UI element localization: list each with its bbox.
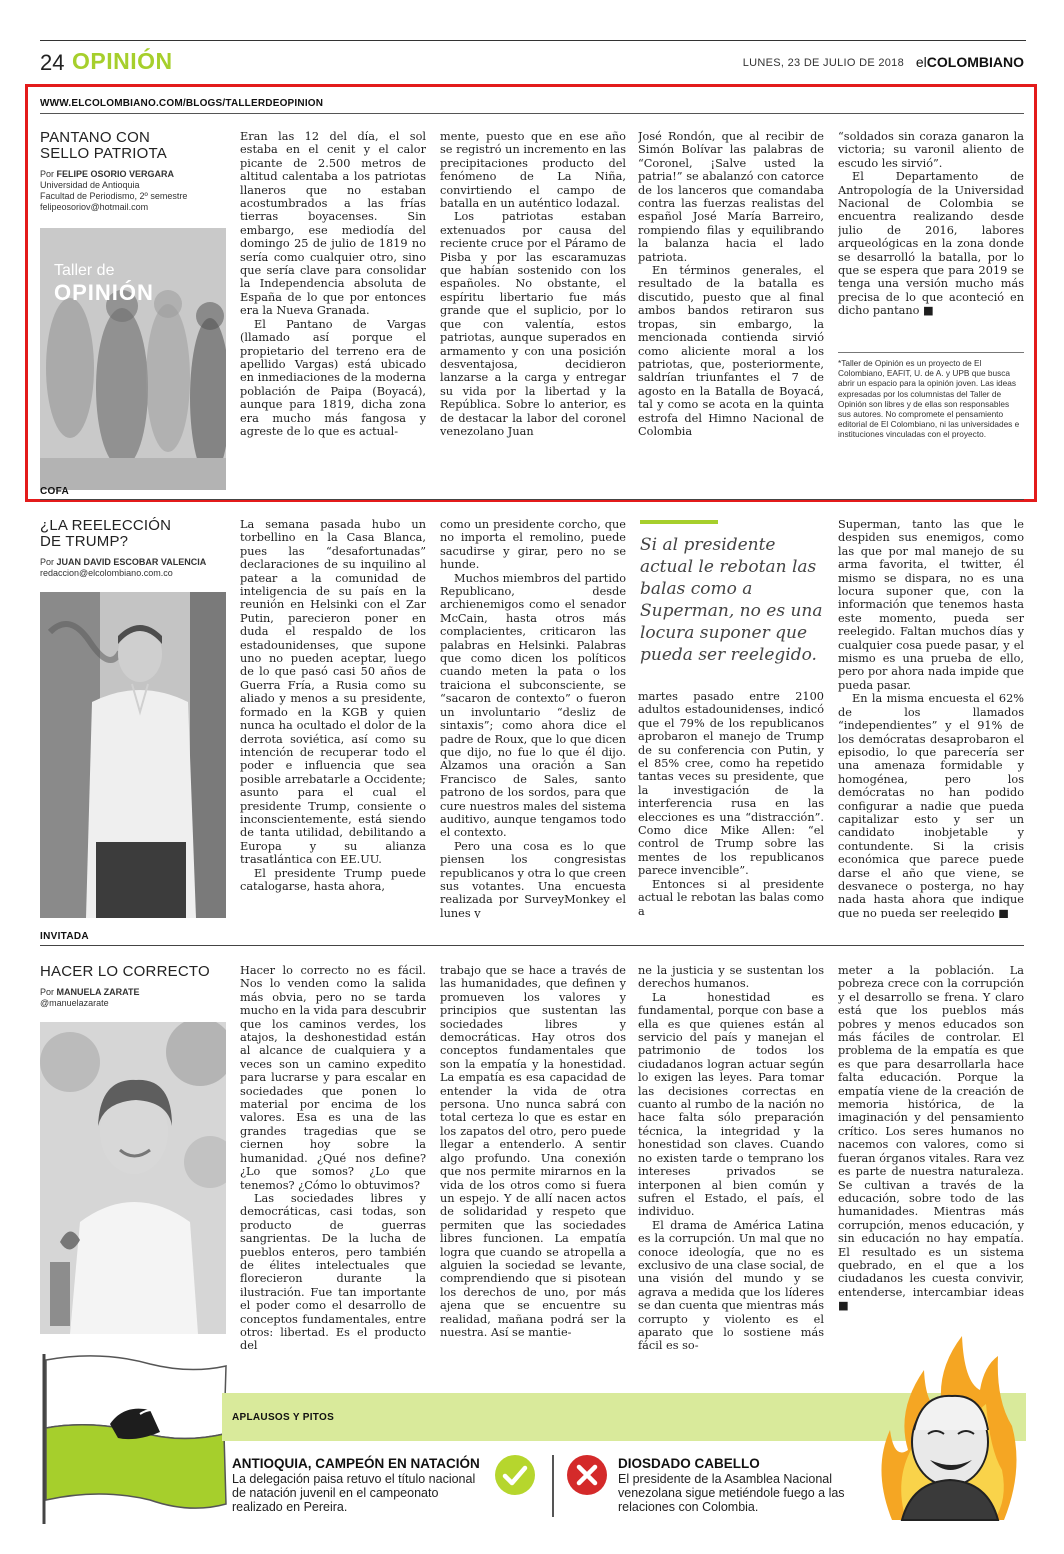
article-header <box>40 518 226 579</box>
masthead-rule <box>40 40 1026 41</box>
paragraph: Las sociedades libres y democráticas, casi todas, son producto de guerras sangrientas. De la lucha de pueblos enteros, pero también de élites intelectuales que florecieron durante la ilustración. Fue tan importante el poder como el desarrollo de conceptos fundamentales, entre otros: libertad. Es el producto del <box>240 1191 426 1353</box>
author-handle[interactable]: @manuelazarate <box>40 998 109 1008</box>
article-title: PANTANO CON SELLO PATRIOTA <box>40 129 167 162</box>
antioquia-flag-illustration <box>40 1354 230 1524</box>
section-rule <box>40 499 1024 500</box>
masthead-date: LUNES, 23 DE JULIO DE 2018 <box>742 57 904 69</box>
byline-prefix: Por <box>40 169 57 179</box>
paragraph: trabajo que se hace a través de las humanidades, que definen y promueven los valores y principios que sustentan las sociedades libres y democráticas. Hay otros dos conceptos fundamentales que son la empatía y la honestidad. La empatía es esa capacidad de entender la vida de otra persona. Uno nunca sabrá con total certeza lo que es estar en los zapatos del otro, pero puede llegar a entenderlo. A sentir algo profundo. Una conexión que nos permite mirarnos en la vida de los otros como si fuera un espejo. Y de allí nacen actos de solidaridad y respeto que permiten que las sociedades libres funcionen. La empatía logra que cuando se atropella a alguien la sociedad se levante, comprendiendo que si pisotean los derechos de uno, por más ajena que se encuentre su realidad, mañana podrá ser la nuestra. Así se mantie- <box>440 964 626 1339</box>
paragraph: Superman, tanto las que le despiden sus enemigos, como las que por mal manejo de su arma favorita, el twitter, él mismo se dispara, no es una locura suponer que, con la información que tenemos hasta este momento, pueda ser reelegido. Faltan muchos días y cualquier cosa puede pasar, y el mismo es una prueba de ello, pero por ahora nada impide que pueda pasar. <box>838 518 1024 692</box>
section-name: OPINIÓN <box>72 48 173 74</box>
body-column-1 <box>240 130 426 490</box>
author-name: MANUELA ZARATE <box>56 987 140 997</box>
author-email[interactable]: redaccion@elcolombiano.com.co <box>40 568 173 578</box>
section-rule <box>40 945 1024 946</box>
paragraph: mente, puesto que en ese año se registró un incremento en las precipitaciones producto del fenómeno de La Niña, convirtiendo el campo de batalla en un auténtico lodazal. <box>440 130 626 211</box>
article-title: HACER LO CORRECTO <box>40 963 210 980</box>
body-column-1 <box>240 518 426 918</box>
body-column-4 <box>838 518 1024 918</box>
paragraph: El Pantano de Vargas (llamado así porque el propietario del terreno era de apellido Vargas) está ubicado en inmediaciones de la moderna población de Paipa (Boyacá), aunque para 1819, dicha zona era mucho más fangosa y agreste de lo que es actual- <box>240 317 426 438</box>
body-column-2 <box>440 130 626 490</box>
body-column-4 <box>838 130 1024 345</box>
article-trump <box>40 518 1024 918</box>
columnist-photo <box>40 1022 226 1334</box>
columnist-photo <box>40 592 226 918</box>
affiliation: Universidad de Antioquia <box>40 180 140 190</box>
check-icon <box>494 1454 536 1496</box>
paragraph: ne la justicia y se sustentan los derechos humanos. <box>638 964 824 991</box>
brand-name: COLOMBIANO <box>926 54 1024 70</box>
blog-rule <box>40 113 1024 114</box>
applause-title: ANTIOQUIA, CAMPEÓN EN NATACIÓN <box>232 1456 480 1471</box>
paragraph: En términos generales, el resultado de la batalla es discutido, puesto que al final ambos bandos retiraron sus tropas, sin embargo, la mencionada contienda sirvió como aliciente moral a los patriotas, que, posteriormente, saldrían triunfantes el 7 de agosto en la Batalla de Boyacá, tal y como se acota en la quinta estrofa del Himno Nacional de Colombia <box>638 264 824 438</box>
paragraph: José Rondón, que al recibir de Simón Bolívar las palabras de “Coronel, ¡Salve usted la patria!” se abalanzó con catorce de los lanceros que comandaba contra las fuerzas realistas del español José María Barreiro, rompiendo filas y equilibrando la balanza hacia el lado patriota. <box>638 130 824 264</box>
section-label-invitada: INVITADA <box>40 931 89 942</box>
paragraph: En la misma encuesta el 62% de los llamados “independientes” y el 91% de los demócratas desaprobaron el episodio, lo que parecería ser una amenaza formidable y homogénea, pero los demócratas no han podido configurar a nadie que pueda capitalizar esto y ser un candidato inobjetable y contundente. Si la crisis económica que parece puede darse el año que viene, se desvanece o posterga, no hay nada hasta ahora que indique que no pueda ser reelegido ■ <box>838 692 1024 918</box>
cross-icon <box>566 1454 608 1496</box>
body-column-3 <box>638 690 824 918</box>
boo-text: El presidente de la Asamblea Nacional venezolana sigue metiéndole fuego a las relaciones con Colombia. <box>618 1472 845 1514</box>
columnist-portrait-graphic <box>40 592 226 918</box>
body-column-4 <box>838 964 1024 1364</box>
body-column-1 <box>240 964 426 1364</box>
byline-prefix: Por <box>40 987 57 997</box>
byline <box>40 987 226 998</box>
paragraph: como un presidente corcho, que no importa el remolino, puede sacudirse y girar, pero no se hunde. <box>440 518 626 572</box>
paragraph: Eran las 12 del día, el sol estaba en el cenit y el calor picante de 2.500 metros de altitud calentaba a los patriotas llaneros que no estaban acostumbrados a las frías tierras boyacenses. Sin embargo, ese mediodía del domingo 25 de julio de 1819 no sería como cualquier otro, sino que sería clave para consolidar la Independencia absoluta de España de lo que por entonces era la Nueva Granada. <box>240 130 426 318</box>
body-column-2 <box>440 964 626 1364</box>
page-number: 24 <box>40 50 65 75</box>
taller-disclaimer: *Taller de Opinión es un proyecto de El Colombiano, EAFIT, U. de A. y UPB que busca abrir un espacio para la opinión joven. Las ideas expresadas por los columnistas del Taller de Opinión son libres y de ellas son responsables sus autores. No compromete el pensamiento editorial de El Colombiano, ni las universidades e instituciones vinculadas con el proyecto. <box>838 358 1020 440</box>
paragraph: meter a la población. La pobreza crece con la corrupción y el desarrollo se frena. Y claro está que los pueblos más pobres y menos educados son más fáciles de controlar. El problema de la empatía es que es que para desarrollarla hace falta educación. Porque la empatía viene de la creación de memoria histórica, de la imaginación y del pensamiento crítico. Los seres humanos no nacemos con valores, como si fueran órganos vitales. Rara vez es parte de nuestra naturaleza. Se cultivan a través de la educación, sobre todo de las humanidades. Mientras más corrupción, menos educación, y sin educación no hay empatía. El resultado es un sistema quebrado, en el que a los ciudadanos les cuesta convivir, entenderse, intercambiar ideas ■ <box>838 964 1024 1313</box>
article-header <box>40 964 226 1009</box>
aplausos-title: APLAUSOS Y PITOS <box>232 1412 335 1423</box>
paragraph: El drama de América Latina es la corrupción. Un mal que no conoce ideología, que no es exclusivo de una clase social, de una visión del mundo y se agrava a medida que los líderes se dan cuenta que mientras más corrupto y violento es el aparato que lo sostiene más fácil es so- <box>638 1218 824 1353</box>
article-title: ¿LA REELECCIÓN DE TRUMP? <box>40 517 172 550</box>
paragraph: Entonces si al presidente actual le rebotan las balas como a <box>638 877 824 918</box>
article-pantano <box>40 130 1024 490</box>
aplausos-divider <box>552 1455 554 1517</box>
note-rule <box>838 352 1024 353</box>
paragraph: martes pasado entre 2100 adultos estadounidenses, indicó que el 79% de los republicanos aprobaron el manejo de Trump de su conferencia con Putin, y el 85% cree, como ha repetido tantas veces su presidente, que la investigación de la interferencia rusa en las elecciones es una “distracción”. Como dice Mike Allen: “el control de Trump sobre las mentes de los republicanos parece invencible”. <box>638 690 824 878</box>
applause-text: La delegación paisa retuvo el título nacional de natación juvenil en el campeonato realizado en Pereira. <box>232 1472 476 1514</box>
boo-title: DIOSDADO CABELLO <box>618 1456 760 1471</box>
article-correcto <box>40 964 1024 1364</box>
brand-prefix: el <box>915 54 927 70</box>
byline-prefix: Por <box>40 557 57 567</box>
paragraph: El Departamento de Antropología de la Universidad Nacional de Colombia se encuentra realizando desde julio de 2016, labores arqueológicas en la zona donde se desarrolló la batalla, por lo que se espera que para 2019 se tenga una versión mucho más precisa de lo que aconteció en dicho pantano ■ <box>838 170 1024 318</box>
byline <box>40 557 226 568</box>
columnist-portrait-graphic <box>40 1022 226 1334</box>
paragraph: La semana pasada hubo un torbellino en la Casa Blanca, pues las “desafortunadas” declaraciones de su inquilino al patear a la comunidad de inteligencia de su país en la reunión en Helsinki con el Zar Putin, parecieron poner en duda el respaldo de los estadounidenses, que supone uno no pueden aceptar, luego de lo que pasó casi 50 años de Guerra Fría, a Rusia como su aliado y menos a su presidente, formado en la KGB y quien nunca ha ocultado el dolor de la derrota soviética, así como su intención de recuperar todo el poder e influencia que sea posible arrebatarle a Occidente; asunto para el cual el presidente Trump, consiente o inconscientemente, está siendo de tanta utilidad, debilitando a Europa y su alianza trasatlántica con EE.UU. <box>240 518 426 867</box>
paragraph: Muchos miembros del partido Republicano, desde archienemigos como el senador McCain, hasta otros más complacientes, criticaron las palabras en Helsinki. Palabras que como dicen los políticos cuando meten la pata o los traiciona el subconsciente, se “sacaron de contexto” o fueron un involuntario “desliz de sintaxis”; como ahora dice el padre de Roux, que lo que dicen que dijo, no fue lo que él dijo. Alzamos una oración a San Francisco de Sales, santo patrono de los sordos, para que cure nuestros males del sistema auditivo, aunque tengamos todo el contexto. <box>440 571 626 840</box>
article-header <box>40 130 226 213</box>
body-column-3 <box>638 130 824 490</box>
faculty: Facultad de Periodismo, 2º semestre <box>40 191 188 201</box>
logo-line-2: OPINIÓN <box>54 280 154 305</box>
blog-url[interactable]: WWW.ELCOLOMBIANO.COM/BLOGS/TALLERDEOPINION <box>40 98 324 109</box>
paragraph: “soldados sin coraza ganaron la victoria; su varonil aliento de escudo les sirvió”. <box>838 130 1024 170</box>
paragraph: La honestidad es fundamental, porque con base a ella es que quienes están al servicio del país y manejan el patrimonio de todos los ciudadanos logran actuar según lo exigen las leyes. Para tomar las decisiones correctas en cuanto al rumbo de la nación no hace falta sólo preparación técnica, la integridad y la honestidad son claves. Cuando no existen tarde o temprano los intereses privados se interponen al bien común y sufren el Estado, el país, el individuo. <box>638 990 824 1219</box>
section-label-cofa: COFA <box>40 486 69 497</box>
author-name: JUAN DAVID ESCOBAR VALENCIA <box>56 557 207 567</box>
paragraph: El presidente Trump puede catalogarse, hasta ahora, <box>240 866 426 893</box>
newspaper-logo <box>916 54 1024 70</box>
pull-quote-accent <box>640 520 718 524</box>
paragraph: Hacer lo correcto no es fácil. Nos lo venden como la salida más obvia, pero no se tarda mucho en la vida para descubrir que los caminos verdes, los atajos, la deshonestidad están al alcance de cualquiera y a veces son un camino expedito para lucrarse y para escalar en sociedades que ponen lo material por encima de los valores. Esa es una de las grandes tragedias que se ciernen hoy sobre la humanidad. ¿Qué nos define? ¿Lo que somos? ¿Lo que tenemos? ¿Cómo lo obtuvimos? <box>240 964 426 1192</box>
caricature-in-flames-illustration <box>872 1330 1022 1530</box>
paragraph: Pero una cosa es lo que piensen los congresistas republicanos y otra lo que creen sus votantes. Una encuesta realizada por SurveyMonkey el lunes y <box>440 839 626 918</box>
logo-line-1: Taller de <box>54 262 115 279</box>
paragraph: Los patriotas estaban extenuados por causa del reciente cruce por el Páramo de Pisba y por las escaramuzas que habían sostenido con los españoles. No obstante, el espíritu libertario fue más grande que el suplicio, por lo que con valentía, estos patriotas, aunque superados en armamento y con una posición desventajosa, decidieron lanzarse a la carga y entregar su vida por la libertad y la República. Sobre lo anterior, es de destacar la labor del coronel venezolano Juan <box>440 210 626 438</box>
byline <box>40 169 226 180</box>
taller-de-opinion-image <box>40 228 226 490</box>
pull-quote: Si al presidente actual le rebotan las balas como a Superman, no es una locura suponer que pueda ser reelegido. <box>640 535 823 665</box>
author-name: FELIPE OSORIO VERGARA <box>56 169 175 179</box>
author-email[interactable]: felipeosoriov@hotmail.com <box>40 202 149 212</box>
body-column-3 <box>638 964 824 1364</box>
body-column-2 <box>440 518 626 918</box>
